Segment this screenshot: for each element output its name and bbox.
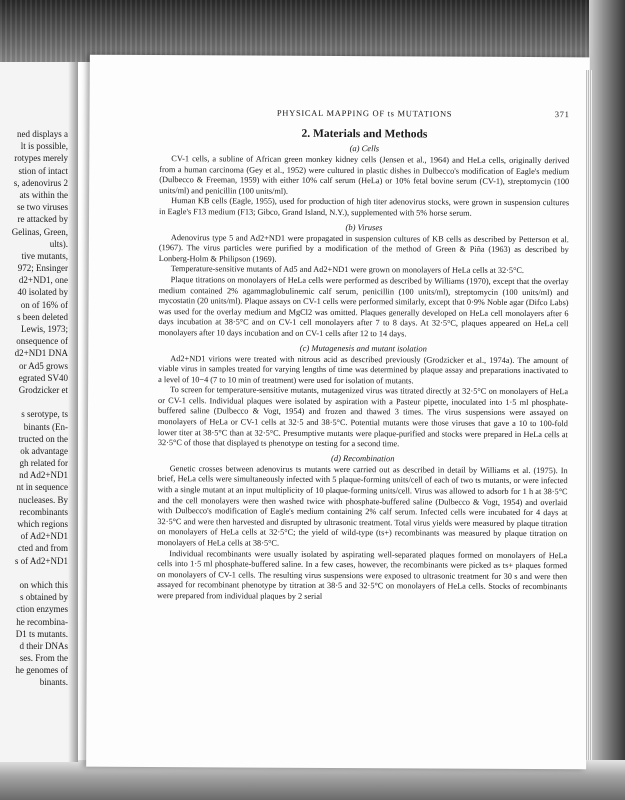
scan-right-shadow xyxy=(589,0,625,800)
left-page-line: Gelinas, Green, xyxy=(11,226,68,237)
left-page-line: d2+ND1 DNA xyxy=(14,348,68,359)
paragraph: Plaque titrations on monolayers of HeLa cells were performed as described by Williams (1970), except that the overlay medium contained 2% agammaglobulinemic calf serum, penicillin (100 units/ml), streptomycin (100 units/ml) and mycostatin (20 units/ml). Plaque assays on CV-1 cells were performed similarly, except that 0·9% Noble agar (Difco Labs) was used for the overlay medium and MgCl2 was omitted. Plaques generally developed on HeLa cell monolayers after 6 days incubation at 38·5°C and on CV-1 cell monolayers after 7 to 8 days. At 32·5°C, plaques appeared on HeLa cell monolayers after 10 days incubation and on CV-1 cells after 12 to 14 days. xyxy=(158,275,569,339)
page-number: 371 xyxy=(554,109,570,120)
left-page-line: Lewis, 1973; xyxy=(21,324,68,334)
paragraph: Ad2+ND1 virions were treated with nitrous acid as described previously (Grodzicker et al., 1974a). The amount of viable virus in samples treated for varying lengths of time was determined by plaque assay and preparations inactivated to a level of 10−4 (7 to 10 min of treatment) were used for isolation of mutants. xyxy=(158,353,569,386)
left-page-line: s of Ad2+ND1 xyxy=(14,555,68,566)
left-page-line: 972; Ensinger xyxy=(17,263,68,274)
left-page-line: rotypes merely xyxy=(14,153,68,164)
left-page-line: s serotype, ts xyxy=(21,409,68,420)
paragraph: Adenovirus type 5 and Ad2+ND1 were propagated in suspension cultures of KB cells as described by Petterson et al. (1967). The virus particles were purified by a modification of the method of Green & Piña (1963) as described by Lonberg-Holm & Philipson (1969). xyxy=(158,232,569,264)
left-page-line: ction enzymes xyxy=(16,604,68,615)
left-page-text-fragments xyxy=(12,128,68,689)
left-page-line: ats within the xyxy=(19,189,68,200)
left-page-line: cted and from xyxy=(18,543,68,554)
left-page-line: Grodzicker et xyxy=(18,384,68,395)
paragraph: To screen for temperature-sensitive mutants, mutagenized virus was titrated directly at 32·5°C on monolayers of HeLa or CV-1 cells. Individual plaques were isolated by aspiration with a Pasteur pipette, inoculated into 1·5 ml phosphate-buffered saline (Dulbecco & Vogt, 1954) and frozen and thawed 3 times. The virus suspensions were assayed on monolayers of HeLa or CV-1 cells at 32·5 and 38·5°C. Potential mutants were those viruses that gave a 10 to 100-fold lower titer at 38·5°C than at 32·5°C. Presumptive mutants were plaque-purified and stocks were prepared in HeLa cells at 32·5°C of those that displayed ts phenotype on testing for a second time. xyxy=(157,385,569,449)
left-page-line: nt in sequence xyxy=(16,482,68,493)
left-page-line: tive mutants, xyxy=(21,250,68,261)
left-page-line: s obtained by xyxy=(20,592,68,603)
scan-top-shadow xyxy=(0,0,625,62)
subsection-heading: (b) Viruses xyxy=(345,221,383,232)
left-page-line: on which this xyxy=(19,579,68,590)
left-page-line: 40 isolated by xyxy=(17,287,68,298)
left-page-line: gh related for xyxy=(19,458,68,469)
left-page-line: recombinants xyxy=(19,506,68,517)
left-page-line: or Ad5 grows xyxy=(19,360,68,371)
left-page-line: ned displays a xyxy=(17,129,68,139)
page-edge-stack xyxy=(586,70,592,760)
left-page-line: s, adenovirus 2 xyxy=(13,177,68,188)
paragraph: Human KB cells (Eagle, 1955), used for production of high titer adenovirus stocks, were grown in suspension cultures in Eagle's F13 medium (F13; Gibco, Grand Island, N.Y.), supplemented with 5% horse serum. xyxy=(159,196,570,218)
subsection-mutagenesis xyxy=(158,342,569,451)
left-page-line: of Ad2+ND1 xyxy=(20,531,68,542)
left-page-line: nd Ad2+ND1 xyxy=(19,470,68,481)
subsection-cells xyxy=(159,142,569,220)
left-page-line: stion of intact xyxy=(18,165,68,176)
subsection-viruses xyxy=(158,221,569,341)
paragraph: Individual recombinants were usually isolated by aspirating well-separated plaques formed on monolayers of HeLa cells into 1·5 ml phosphate-buffered saline. In a few cases, however, the recombinants were picked as ts+ plaques formed on monolayers of CV-1 cells. The resulting virus suspensions were exposed to ultrasonic treatment for 30 s and were then assayed for recombinant phenotype by titration at 38·5 and 32·5°C on monolayers of HeLa cells. Stocks of recombinants were prepared from individual plaques by 2 serial xyxy=(157,548,568,601)
paragraph: CV-1 cells, a subline of African green monkey kidney cells (Jensen et al., 1964) and HeLa cells, originally derived from a human carcinoma (Gey et al., 1952) were cultured in plastic dishes in Dulbecco's modification of Eagle's medium (Dulbecco & Freeman, 1959) with either 10% calf serum (HeLa) or 10% fetal bovine serum (CV-1), streptomycin (100 units/ml) and penicillin (100 units/ml). xyxy=(159,154,570,196)
left-page-line: on of 16% of xyxy=(20,299,68,310)
left-page-line: se two viruses xyxy=(17,202,68,213)
left-page-line: lt is possible, xyxy=(20,141,68,152)
paragraph: Genetic crosses between adenovirus ts mutants were carried out as described in detail by Williams et al. (1975). In brief, HeLa cells were simultaneously infected with 5 plaque-forming units/cell of each of two ts mutants, or were infected with a single mutant at an input multiplicity of 10 plaque-forming units/cell. Virus was allowed to adsorb for 1 h at 38·5°C and the cell monolayers were then washed twice with phosphate-buffered saline (Dulbecco & Vogt, 1954) and overlaid with Dulbecco's modification of Eagle's medium containing 2% calf serum. Infected cells were incubated for 4 days at 32·5°C and were then harvested and disrupted by ultrasonic treatment. Total virus yields were measured by plaque titration on monolayers of HeLa cells at 32·5°C; the yield of wild-type (ts+) recombinants was measured by plaque titration on monolayers of HeLa cells at 38·5°C. xyxy=(157,463,568,548)
subsection-heading: (d) Recombination xyxy=(330,452,395,464)
right-page xyxy=(86,55,590,770)
left-page-line: D1 ts mutants. xyxy=(15,628,68,639)
left-page-line: d2+ND1, one xyxy=(18,275,68,286)
left-page-line: ults). xyxy=(49,238,68,249)
paragraph: Temperature-sensitive mutants of Ad5 and Ad2+ND1 were grown on monolayers of HeLa cells at 32·5°C. xyxy=(170,264,525,276)
left-page-line: egrated SV40 xyxy=(18,372,68,383)
subsection-heading: (a) Cells xyxy=(349,143,380,154)
left-page-line: binants (En- xyxy=(23,421,68,432)
section-title: 2. Materials and Methods xyxy=(301,127,428,141)
left-page-line: nucleases. By xyxy=(18,494,68,505)
subsection-recombination xyxy=(157,452,568,604)
left-page-line: s been deleted xyxy=(17,311,68,322)
left-page-line: he genomes of xyxy=(15,665,68,676)
left-page-line: he recombina- xyxy=(16,616,68,627)
left-page-line: ses. From the xyxy=(19,653,68,664)
left-page-line: which regions xyxy=(17,519,68,529)
left-page-line: re attacked by xyxy=(17,214,68,225)
left-page-line xyxy=(12,567,68,579)
subsection-heading: (c) Mutagenesis and mutant isolation xyxy=(299,342,427,353)
left-page-line: binants. xyxy=(39,677,68,688)
left-page-line: ok advantage xyxy=(20,445,68,456)
running-head-title: PHYSICAL MAPPING OF ts MUTATIONS xyxy=(276,107,453,119)
running-head xyxy=(160,107,570,123)
left-facing-page xyxy=(0,62,78,762)
book-gutter xyxy=(68,62,78,762)
left-page-line: tructed on the xyxy=(18,433,68,444)
left-page-line: onsequence of xyxy=(16,336,68,347)
left-page-line xyxy=(12,396,68,408)
left-page-line: d their DNAs xyxy=(19,640,68,651)
page-content xyxy=(157,107,570,607)
